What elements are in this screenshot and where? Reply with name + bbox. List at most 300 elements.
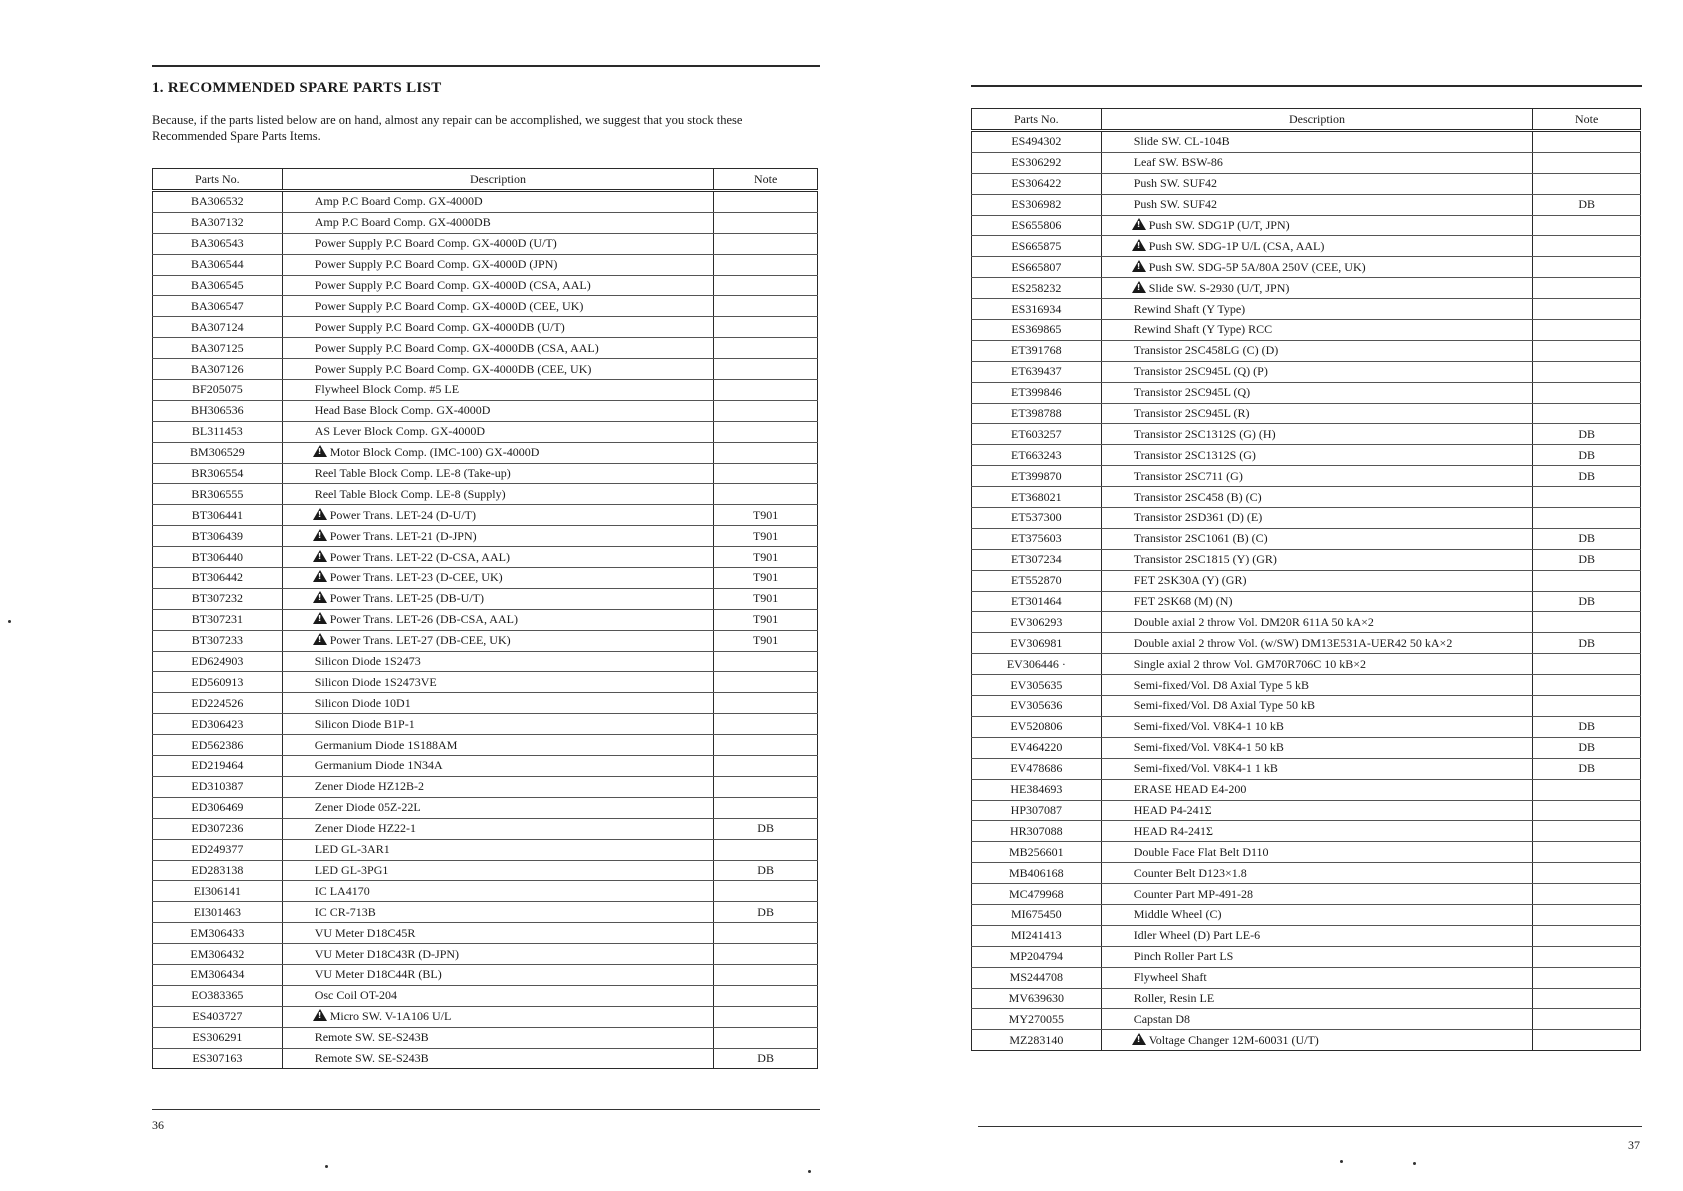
- part-description: [1101, 696, 1533, 717]
- part-number: ED306423: [153, 714, 283, 735]
- warning-triangle-icon: [313, 591, 327, 603]
- table-row: [153, 923, 818, 944]
- part-note: [714, 651, 818, 672]
- part-note: [1533, 612, 1641, 633]
- part-description: [1101, 821, 1533, 842]
- part-description-text: Power Supply P.C Board Comp. GX-4000D (CEE, UK): [314, 298, 584, 313]
- part-number: BA307132: [153, 212, 283, 233]
- part-number: BA306547: [153, 296, 283, 317]
- part-description-text: Remote SW. SE-S243B: [314, 1030, 429, 1045]
- part-number: ED306469: [153, 797, 283, 818]
- part-note: [714, 839, 818, 860]
- part-description-text: VU Meter D18C45R: [314, 925, 416, 940]
- part-note: DB: [714, 1048, 818, 1069]
- left-parts-table: [152, 168, 818, 1069]
- part-description-text: Semi-fixed/Vol. D8 Axial Type 50 kB: [1133, 698, 1316, 713]
- part-note: [714, 1027, 818, 1048]
- table-row: [153, 588, 818, 609]
- part-description-text: Rewind Shaft (Y Type) RCC: [1133, 322, 1273, 337]
- table-row: [972, 382, 1641, 403]
- part-description: [1101, 675, 1533, 696]
- part-description-text: Silicon Diode B1P-1: [314, 716, 415, 731]
- part-number: EO383365: [153, 985, 283, 1006]
- part-description: [282, 233, 714, 254]
- col-header-description: Description: [282, 169, 714, 191]
- part-description-text: Semi-fixed/Vol. V8K4-1 50 kB: [1133, 740, 1284, 755]
- part-note: [714, 964, 818, 985]
- part-description: [282, 714, 714, 735]
- part-number: BA306543: [153, 233, 283, 254]
- part-number: ED283138: [153, 860, 283, 881]
- table-row: [153, 797, 818, 818]
- part-description: [1101, 528, 1533, 549]
- part-note: [714, 797, 818, 818]
- part-description: [282, 902, 714, 923]
- part-description: [282, 693, 714, 714]
- page-number-right: 37: [1628, 1138, 1640, 1152]
- part-description-text: LED GL-3PG1: [314, 862, 389, 877]
- left-bottom-rule: [152, 1109, 820, 1110]
- part-description-text: Single axial 2 throw Vol. GM70R706C 10 kB×2: [1133, 656, 1367, 671]
- part-note: [714, 1006, 818, 1027]
- part-note: [714, 296, 818, 317]
- part-note: [714, 442, 818, 463]
- table-row: [153, 756, 818, 777]
- part-note: [1533, 821, 1641, 842]
- part-description-text: Double axial 2 throw Vol. (w/SW) DM13E531A-UER42 50 kA×2: [1133, 635, 1453, 650]
- scan-speck: [1340, 1160, 1343, 1163]
- part-number: MP204794: [972, 946, 1102, 967]
- part-description: [1101, 570, 1533, 591]
- part-number: ET603257: [972, 424, 1102, 445]
- part-description: [1101, 424, 1533, 445]
- part-number: EV520806: [972, 716, 1102, 737]
- part-note: [1533, 654, 1641, 675]
- part-description-text: Transistor 2SC458 (B) (C): [1133, 489, 1262, 504]
- part-note: [1533, 508, 1641, 529]
- part-description-text: Semi-fixed/Vol. V8K4-1 10 kB: [1133, 719, 1284, 734]
- part-number: ET398788: [972, 403, 1102, 424]
- part-description-text: Germanium Diode 1N34A: [314, 758, 443, 773]
- part-description: [1101, 800, 1533, 821]
- warning-triangle-icon: [1132, 281, 1146, 293]
- part-note: [1533, 884, 1641, 905]
- part-number: ES258232: [972, 278, 1102, 299]
- part-description-text: Transistor 2SC1312S (G) (H): [1133, 426, 1276, 441]
- scan-speck: [325, 1165, 328, 1168]
- table-row: [972, 445, 1641, 466]
- part-note: [714, 881, 818, 902]
- part-number: ET375603: [972, 528, 1102, 549]
- part-description-text: Power Supply P.C Board Comp. GX-4000DB (CSA, AAL): [314, 340, 599, 355]
- table-row: [153, 254, 818, 275]
- part-note: [714, 275, 818, 296]
- table-row: [972, 800, 1641, 821]
- table-row: [972, 591, 1641, 612]
- part-number: BT306440: [153, 547, 283, 568]
- part-note: [714, 985, 818, 1006]
- part-description: [1101, 633, 1533, 654]
- part-description-text: Reel Table Block Comp. LE-8 (Take-up): [314, 466, 511, 481]
- table-row: [153, 317, 818, 338]
- part-number: ED624903: [153, 651, 283, 672]
- part-note: [714, 923, 818, 944]
- part-number: EM306434: [153, 964, 283, 985]
- part-note: [714, 254, 818, 275]
- table-row: [972, 194, 1641, 215]
- part-description-text: Power Trans. LET-26 (DB-CSA, AAL): [329, 612, 518, 627]
- part-note: [1533, 1009, 1641, 1030]
- part-description: [282, 505, 714, 526]
- part-description: [282, 421, 714, 442]
- table-row: [972, 131, 1641, 153]
- part-note: DB: [1533, 549, 1641, 570]
- part-number: ED560913: [153, 672, 283, 693]
- warning-triangle-icon: [313, 612, 327, 624]
- part-description: [282, 776, 714, 797]
- part-note: [714, 338, 818, 359]
- table-row: [153, 463, 818, 484]
- warning-triangle-icon: [313, 445, 327, 457]
- part-description-text: Power Trans. LET-27 (DB-CEE, UK): [329, 633, 511, 648]
- table-row: [972, 946, 1641, 967]
- part-description-text: Micro SW. V-1A106 U/L: [329, 1009, 452, 1024]
- part-description-text: Power Supply P.C Board Comp. GX-4000D (JPN): [314, 257, 558, 272]
- part-description: [1101, 737, 1533, 758]
- part-number: BT306441: [153, 505, 283, 526]
- part-description-text: Power Supply P.C Board Comp. GX-4000D (CSA, AAL): [314, 278, 591, 292]
- table-row: [153, 672, 818, 693]
- part-description: [282, 672, 714, 693]
- part-description-text: Power Trans. LET-23 (D-CEE, UK): [329, 570, 503, 585]
- part-note: [1533, 967, 1641, 988]
- part-number: ET301464: [972, 591, 1102, 612]
- part-number: ES369865: [972, 320, 1102, 341]
- part-number: EI301463: [153, 902, 283, 923]
- scan-speck: [808, 1170, 811, 1173]
- part-description-text: IC LA4170: [314, 883, 370, 898]
- table-row: [972, 904, 1641, 925]
- table-row: [153, 442, 818, 463]
- table-row: [972, 215, 1641, 236]
- part-description: [282, 547, 714, 568]
- table-row: [972, 257, 1641, 278]
- part-note: [714, 359, 818, 380]
- table-row: [153, 651, 818, 672]
- part-description: [282, 651, 714, 672]
- part-description: [1101, 403, 1533, 424]
- part-description: [282, 797, 714, 818]
- part-description: [282, 1048, 714, 1069]
- part-description-text: Semi-fixed/Vol. D8 Axial Type 5 kB: [1133, 677, 1310, 692]
- part-description-text: Pinch Roller Part LS: [1133, 949, 1234, 964]
- part-description-text: Capstan D8: [1133, 1011, 1191, 1026]
- part-description-text: VU Meter D18C43R (D-JPN): [314, 946, 460, 961]
- table-row: [153, 359, 818, 380]
- part-note: DB: [1533, 194, 1641, 215]
- part-note: DB: [714, 818, 818, 839]
- warning-triangle-icon: [1132, 260, 1146, 272]
- part-number: EV306446 ·: [972, 654, 1102, 675]
- warning-triangle-icon: [313, 508, 327, 520]
- part-note: [1533, 131, 1641, 153]
- part-description: [1101, 549, 1533, 570]
- part-description-text: Transistor 2SC1061 (B) (C): [1133, 531, 1268, 546]
- part-note: [1533, 842, 1641, 863]
- part-description: [1101, 466, 1533, 487]
- part-number: EV306293: [972, 612, 1102, 633]
- part-description: [1101, 257, 1533, 278]
- part-description-text: Double axial 2 throw Vol. DM20R 611A 50 kA×2: [1133, 614, 1374, 629]
- table-row: [972, 737, 1641, 758]
- part-description-text: Transistor 2SD361 (D) (E): [1133, 510, 1263, 525]
- table-row: [153, 400, 818, 421]
- part-description-text: Germanium Diode 1S188AM: [314, 737, 458, 752]
- part-description: [282, 860, 714, 881]
- part-number: ES306291: [153, 1027, 283, 1048]
- table-row: [972, 925, 1641, 946]
- table-row: [153, 1027, 818, 1048]
- part-number: BR306554: [153, 463, 283, 484]
- part-note: [1533, 257, 1641, 278]
- part-description: [1101, 152, 1533, 173]
- part-note: DB: [1533, 716, 1641, 737]
- part-description: [1101, 967, 1533, 988]
- part-note: DB: [1533, 424, 1641, 445]
- part-description-text: Transistor 2SC1815 (Y) (GR): [1133, 552, 1277, 567]
- part-number: BT307233: [153, 630, 283, 651]
- part-number: EI306141: [153, 881, 283, 902]
- table-row: [972, 988, 1641, 1009]
- part-number: BF205075: [153, 380, 283, 401]
- part-number: ET552870: [972, 570, 1102, 591]
- table-row: [972, 508, 1641, 529]
- part-note: [1533, 800, 1641, 821]
- part-description-text: Amp P.C Board Comp. GX-4000D: [314, 194, 483, 209]
- part-description: [282, 964, 714, 985]
- part-number: MB406168: [972, 863, 1102, 884]
- part-description: [1101, 194, 1533, 215]
- part-description-text: Rewind Shaft (Y Type): [1133, 301, 1246, 316]
- part-description: [1101, 716, 1533, 737]
- part-description-text: HEAD R4-241Σ: [1133, 823, 1213, 838]
- part-number: HE384693: [972, 779, 1102, 800]
- table-row: [972, 612, 1641, 633]
- part-description: [282, 275, 714, 296]
- table-row: [972, 236, 1641, 257]
- part-description-text: Power Supply P.C Board Comp. GX-4000D (U/T): [314, 236, 557, 251]
- part-description-text: Push SW. SUF42: [1133, 197, 1217, 212]
- part-number: BT307232: [153, 588, 283, 609]
- table-row: [972, 340, 1641, 361]
- part-number: BA307124: [153, 317, 283, 338]
- part-note: [1533, 215, 1641, 236]
- part-description-text: Zener Diode HZ12B-2: [314, 779, 425, 794]
- table-row: [972, 320, 1641, 341]
- table-row: [153, 212, 818, 233]
- page-number-left: 36: [152, 1118, 164, 1132]
- part-note: [714, 191, 818, 213]
- table-row: [153, 296, 818, 317]
- part-description-text: Transistor 2SC945L (Q) (P): [1133, 364, 1268, 379]
- part-description: [1101, 236, 1533, 257]
- table-row: [972, 1030, 1641, 1051]
- part-description: [282, 212, 714, 233]
- part-note: T901: [714, 547, 818, 568]
- part-number: ET307234: [972, 549, 1102, 570]
- part-note: [714, 212, 818, 233]
- part-description-text: Reel Table Block Comp. LE-8 (Supply): [314, 486, 506, 501]
- table-row: [972, 361, 1641, 382]
- col-header-parts-no: Parts No.: [972, 109, 1102, 131]
- table-row: [972, 299, 1641, 320]
- part-description: [1101, 946, 1533, 967]
- part-note: DB: [1533, 591, 1641, 612]
- part-description-text: VU Meter D18C44R (BL): [314, 967, 442, 982]
- table-row: [153, 380, 818, 401]
- part-description-text: Push SW. SDG-1P U/L (CSA, AAL): [1148, 238, 1325, 253]
- part-description: [1101, 445, 1533, 466]
- part-note: T901: [714, 630, 818, 651]
- part-number: ES306982: [972, 194, 1102, 215]
- part-description: [1101, 779, 1533, 800]
- table-row: [972, 173, 1641, 194]
- part-description-text: Leaf SW. BSW-86: [1133, 155, 1223, 170]
- part-description: [282, 818, 714, 839]
- part-description: [1101, 173, 1533, 194]
- table-row: [153, 985, 818, 1006]
- part-note: [714, 944, 818, 965]
- part-number: BA307125: [153, 338, 283, 359]
- part-note: [714, 317, 818, 338]
- part-description: [282, 254, 714, 275]
- part-description: [282, 881, 714, 902]
- part-description-text: Middle Wheel (C): [1133, 907, 1222, 922]
- part-description: [282, 630, 714, 651]
- part-number: ED224526: [153, 693, 283, 714]
- part-description-text: Counter Belt D123×1.8: [1133, 865, 1247, 880]
- table-row: [153, 881, 818, 902]
- table-row: [153, 547, 818, 568]
- part-number: ET399870: [972, 466, 1102, 487]
- warning-triangle-icon: [1132, 218, 1146, 230]
- part-note: [1533, 863, 1641, 884]
- part-description: [1101, 863, 1533, 884]
- part-description-text: Power Supply P.C Board Comp. GX-4000DB (CEE, UK): [314, 361, 592, 376]
- table-row: [972, 528, 1641, 549]
- table-row: [153, 714, 818, 735]
- part-description: [282, 568, 714, 589]
- part-number: ED562386: [153, 735, 283, 756]
- table-header-row: [972, 109, 1641, 131]
- part-note: DB: [1533, 528, 1641, 549]
- part-number: BA306544: [153, 254, 283, 275]
- part-description: [282, 944, 714, 965]
- part-number: ET537300: [972, 508, 1102, 529]
- table-row: [153, 191, 818, 213]
- part-number: EM306433: [153, 923, 283, 944]
- part-description-text: Power Trans. LET-25 (DB-U/T): [329, 591, 484, 606]
- part-description-text: Power Supply P.C Board Comp. GX-4000DB (U/T): [314, 319, 565, 334]
- part-note: [1533, 1030, 1641, 1051]
- part-description: [1101, 988, 1533, 1009]
- table-row: [153, 1006, 818, 1027]
- right-bottom-rule: [978, 1126, 1642, 1127]
- part-description: [282, 400, 714, 421]
- col-header-note: Note: [714, 169, 818, 191]
- table-row: [972, 842, 1641, 863]
- warning-triangle-icon: [1132, 1033, 1146, 1045]
- part-description: [1101, 131, 1533, 153]
- part-number: BA306545: [153, 275, 283, 296]
- part-note: [1533, 779, 1641, 800]
- part-description: [282, 296, 714, 317]
- part-number: EV306981: [972, 633, 1102, 654]
- table-row: [972, 152, 1641, 173]
- part-number: MI675450: [972, 904, 1102, 925]
- part-description: [282, 923, 714, 944]
- part-note: [714, 421, 818, 442]
- part-number: MS244708: [972, 967, 1102, 988]
- part-note: [1533, 382, 1641, 403]
- part-number: MC479968: [972, 884, 1102, 905]
- part-description-text: IC CR-713B: [314, 904, 376, 919]
- table-row: [972, 403, 1641, 424]
- part-description: [282, 442, 714, 463]
- table-row: [153, 1048, 818, 1069]
- part-description-text: Slide SW. CL-104B: [1133, 134, 1230, 149]
- part-description: [1101, 1009, 1533, 1030]
- part-description-text: Head Base Block Comp. GX-4000D: [314, 403, 491, 418]
- part-note: [1533, 925, 1641, 946]
- part-description: [282, 380, 714, 401]
- part-description-text: Push SW. SUF42: [1133, 176, 1217, 191]
- table-row: [972, 278, 1641, 299]
- table-row: [153, 484, 818, 505]
- col-header-note: Note: [1533, 109, 1641, 131]
- part-description: [1101, 612, 1533, 633]
- part-description-text: Transistor 2SC1312S (G): [1133, 447, 1256, 462]
- warning-triangle-icon: [1132, 239, 1146, 251]
- part-number: ED307236: [153, 818, 283, 839]
- part-description: [1101, 654, 1533, 675]
- table-row: [153, 338, 818, 359]
- part-number: BT307231: [153, 609, 283, 630]
- part-description-text: FET 2SK68 (M) (N): [1133, 594, 1233, 609]
- part-note: DB: [1533, 737, 1641, 758]
- part-number: EV305635: [972, 675, 1102, 696]
- part-note: [714, 233, 818, 254]
- part-description-text: Motor Block Comp. (IMC-100) GX-4000D: [329, 445, 540, 460]
- part-description: [1101, 1030, 1533, 1051]
- part-number: ET663243: [972, 445, 1102, 466]
- table-row: [153, 609, 818, 630]
- part-description: [282, 756, 714, 777]
- part-description-text: AS Lever Block Comp. GX-4000D: [314, 424, 486, 439]
- part-description-text: Power Trans. LET-22 (D-CSA, AAL): [329, 549, 510, 564]
- part-number: BA307126: [153, 359, 283, 380]
- part-number: ET399846: [972, 382, 1102, 403]
- part-number: BR306555: [153, 484, 283, 505]
- part-description: [282, 1027, 714, 1048]
- table-row: [153, 693, 818, 714]
- part-note: [714, 756, 818, 777]
- table-row: [153, 568, 818, 589]
- part-note: [1533, 988, 1641, 1009]
- part-note: T901: [714, 505, 818, 526]
- table-row: [153, 735, 818, 756]
- table-row: [972, 487, 1641, 508]
